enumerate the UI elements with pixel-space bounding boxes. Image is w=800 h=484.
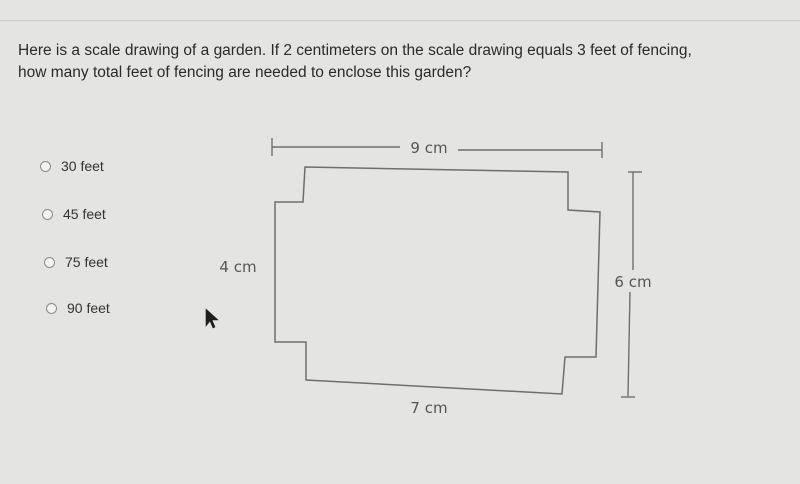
question-text: Here is a scale drawing of a garden. If 2 centimeters on the scale drawing equals 3 feet of fencing, how many total feet of fencing are needed to enclose this garden? bbox=[18, 42, 692, 81]
bottom-dimension-label: 7 cm bbox=[410, 399, 448, 417]
left-dimension-label: 4 cm bbox=[219, 258, 257, 276]
option-label: 45 feet bbox=[63, 206, 106, 222]
option-label: 30 feet bbox=[61, 158, 104, 174]
option-label: 90 feet bbox=[67, 300, 110, 316]
top-dimension-label: 9 cm bbox=[410, 139, 448, 157]
option-label: 75 feet bbox=[65, 254, 108, 270]
garden-outline bbox=[275, 167, 600, 394]
right-dimension-label: 6 cm bbox=[614, 273, 652, 291]
mouse-pointer-arrow-icon bbox=[206, 309, 218, 328]
